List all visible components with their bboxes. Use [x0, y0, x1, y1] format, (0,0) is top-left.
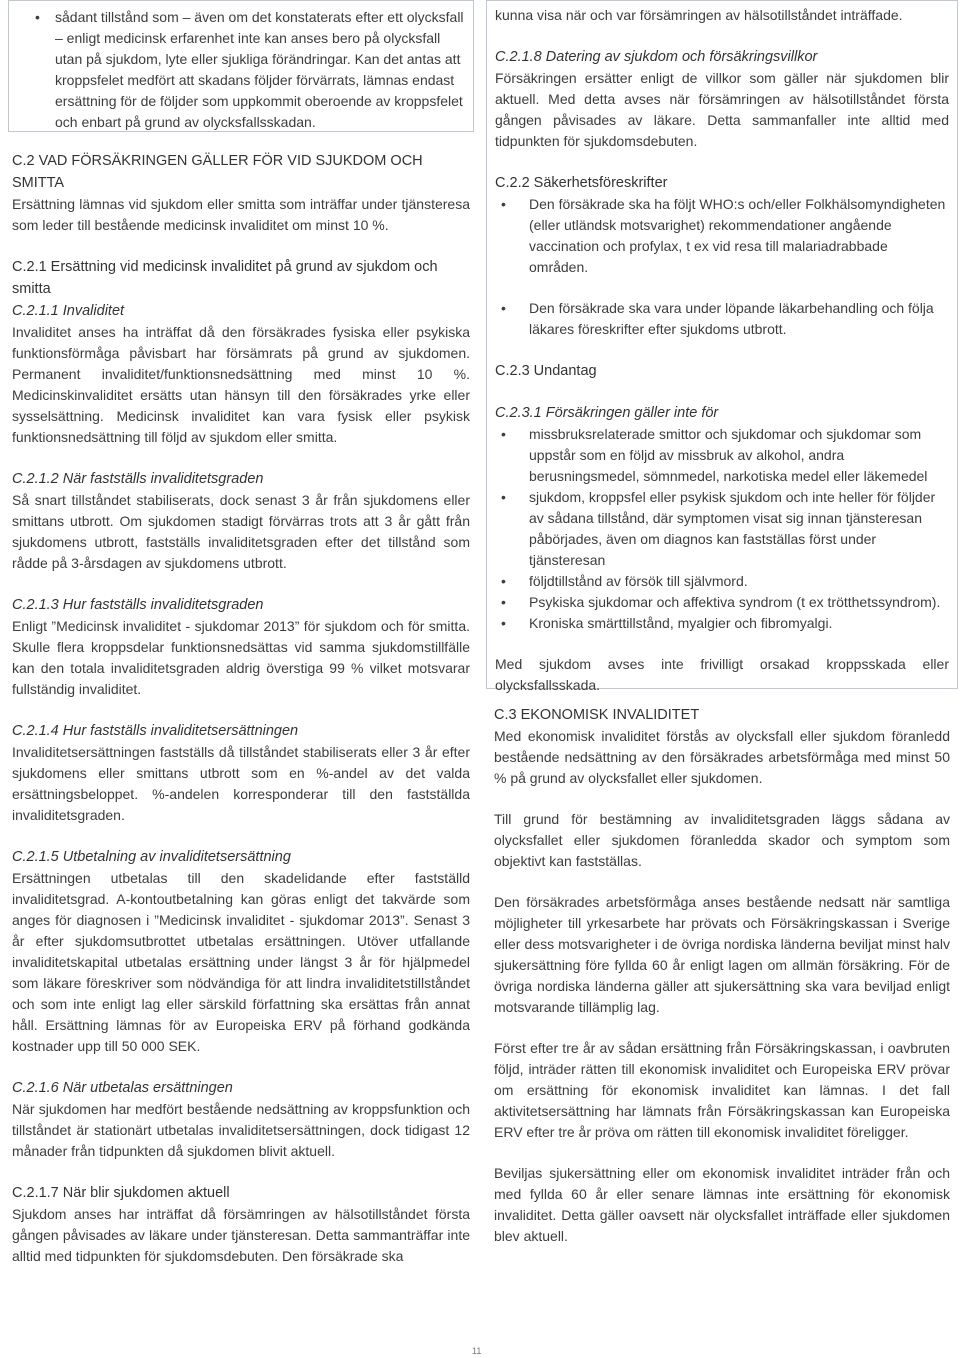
list-item: • Den försäkrade ska ha följt WHO:s och/eller Folkhälsomyndigheten (eller utländsk motsvarighet) rekommendationer angående vaccination och profylax, t ex vid resa till malariadrabbade områden. — [495, 194, 949, 278]
section-body-c3-p1: Med ekonomisk invaliditet förstås av olycksfall eller sjukdom föranledd bestående nedsättning av den försäkrades arbetsförmåga med minst 50 % på grund av olycksfallet eller sjukdomen. — [494, 728, 950, 786]
section-title-c2115: C.2.1.5 Utbetalning av invaliditetsersättning — [12, 849, 291, 865]
section-title-c2: C.2 VAD FÖRSÄKRINGEN GÄLLER FÖR VID SJUKDOM OCH SMITTA — [12, 153, 423, 191]
section-body-c2118: Försäkringen ersätter enligt de villkor som gäller när sjukdomen blir aktuell. Med detta avses när försämringen av hälsotillståndet första gången påvisades av läkare. Detta sammanfaller inte alltid med tidpunkten för sjukdomsdebuten. — [495, 70, 949, 149]
section-title-c222: C.2.2 Säkerhetsföreskrifter — [495, 175, 668, 191]
left-column — [12, 150, 470, 1267]
section-title-c2113: C.2.1.3 Hur fastställs invaliditetsgraden — [12, 597, 264, 613]
list-item: • Psykiska sjukdomar och affektiva syndrom (t ex trötthetssyndrom). — [495, 592, 949, 613]
section-body-c2117: Sjukdom anses har inträffat då försämringen av hälsotillståndet första gången påvisades av läkare under tjänsteresan. Detta sammanträffar inte alltid med tidpunkten för sjukdomsdebuten. Den försäkrade ska — [12, 1206, 470, 1264]
section-title-c2112: C.2.1.2 När fastställs invaliditetsgraden — [12, 471, 264, 487]
section-body-c3-p4: Först efter tre år av sådan ersättning från Försäkringskassan, i oavbruten följd, inträder rätten till ekonomisk invaliditet och Europeiska ERV prövar om ersättning för ekonomisk invaliditet kan lämnas. I det fall aktivitetsersättning har lämnats från Försäkringskassan kan Europeiska ERV efter tre år pröva om rätten till ekonomisk invaliditet föreligger. — [494, 1040, 950, 1140]
section-body-c3-p5: Beviljas sjukersättning eller om ekonomisk invaliditet inträder från och med fyllda 60 år eller senare lämnas inte ersättning för ekonomisk invaliditet. Detta gäller oavsett när olycksfallet inträffade eller sjukdomen blev aktuell. — [494, 1165, 950, 1244]
section-title-c2116: C.2.1.6 När utbetalas ersättningen — [12, 1080, 233, 1096]
section-title-c223: C.2.3 Undantag — [495, 363, 597, 379]
section-body-c2115: Ersättningen utbetalas till den skadelidande efter fastställd invaliditetsgrad. A-kontoutbetalning kan göras enligt det takvärde som anges för diagnosen i ”Medicinsk invaliditet - sjukdomar 2013”. Senast 3 år efter sjukdomsutbrottet utbetalas ersättningen. Utöver utfallande invaliditetskapital utbetalas ersättning under längst 3 år för hjälpmedel som läkare föreskriver som nödvändiga för att lindra invaliditetstillståndet och som inte enligt lag eller särskild författning ska ersättas från annat håll. Ersättning lämnas för av Europeiska ERV på förhand godkända kostnader upp till 50 000 SEK. — [12, 870, 470, 1054]
section-title-c2117: C.2.1.7 När blir sjukdomen aktuell — [12, 1185, 230, 1201]
section-title-c3: C.3 EKONOMISK INVALIDITET — [494, 707, 700, 723]
list-item: • sjukdom, kroppsfel eller psykisk sjukdom och inte heller för följder av sådana tillstånd, där symptomen visat sig innan tjänsteresan påbörjades, även om diagnos kan fastställas först under tjänsteresan — [495, 487, 949, 571]
section-body-c211: Invaliditet anses ha inträffat då den försäkrades fysiska eller psykiska funktionsförmåga påvisbart har försämrats på grund av sjukdomen. Permanent invaliditet/funktionsnedsättning med minst 10 %. Medicinskinvaliditet ersätts utan hänsyn till den försäkrades yrke eller sysselsättning. Medicinsk invaliditet kan vara fysisk eller psykisk funktionsnedsättning till följd av sjukdom eller smitta. — [12, 324, 470, 445]
list-item: • sådant tillstånd som – även om det konstaterats efter ett olycksfall – enligt medicinsk erfarenhet inte kan anses bero på olycksfall utan på sjukdom, lyte eller sjukliga förändringar. Kan det antas att kroppsfelet medfört att skadans följder förvärrats, lämnas endast ersättning för de följder som uppkommit oberoende av kroppsfelet och enbart på grund av olycksfallsskadan. — [29, 7, 465, 133]
section-title-c211: C.2.1.1 Invaliditet — [12, 303, 125, 319]
closing-note: Med sjukdom avses inte frivilligt orsakad kroppsskada eller olycksfallsskada. — [495, 656, 949, 693]
right-box — [486, 0, 958, 693]
section-body-c2112: Så snart tillståndet stabiliserats, dock senast 3 år från sjukdomens eller smittans utbrott. Om sjukdomen stadigt förvärras trots att 3 år gått från sjukdomens utbrott, fastställs invaliditetsgraden efter det tillstånd som rådde på 3-årsdagen av sjukdomens utbrott. — [12, 492, 470, 571]
section-title-c21: C.2.1 Ersättning vid medicinsk invaliditet på grund av sjukdom och smitta — [12, 259, 438, 297]
right-column — [494, 704, 950, 1247]
section-body-c2114: Invaliditetsersättningen fastställs då tillståndet stabiliserats eller 3 år efter sjukdomens eller smittans utbrott som en %-andel av det valda ersättningsbeloppet. %-andelen korresponderar till den fastställda invaliditetsgraden. — [12, 744, 470, 823]
section-title-c2231: C.2.3.1 Försäkringen gäller inte för — [495, 405, 719, 421]
list-item: • Kroniska smärttillstånd, myalgier och fibromyalgi. — [495, 613, 949, 634]
page-number: 11 — [472, 1346, 482, 1356]
section-title-c2114: C.2.1.4 Hur fastställs invaliditetsersättningen — [12, 723, 299, 739]
continuation-text: kunna visa när och var försämringen av hälsotillståndet inträffade. — [495, 7, 903, 23]
section-body-c2113: Enligt ”Medicinsk invaliditet - sjukdomar 2013” för sjukdom och för smitta. Skulle flera kroppsdelar funktionsnedsättas vid samma sjukdomstillfälle kan den totala invaliditetsgraden aldrig överstiga 99 % vilket motsvarar fullständig invaliditet. — [12, 618, 470, 697]
list-item: • följdtillstånd av försök till självmord. — [495, 571, 949, 592]
section-body-c2116: När sjukdomen har medfört bestående nedsättning av kroppsfunktion och tillståndet är stationärt utbetalas invaliditetsersättningen, dock tidigast 12 månader från tidpunkten då sjukdomen blivit aktuell. — [12, 1101, 470, 1159]
list-item: • Den försäkrade ska vara under löpande läkarbehandling och följa läkares föreskrifter efter sjukdoms utbrott. — [495, 298, 949, 340]
top-left-box — [8, 0, 474, 132]
section-body-c2: Ersättning lämnas vid sjukdom eller smitta som inträffar under tjänsteresa som leder till bestående medicinsk invaliditet om minst 10 %. — [12, 196, 470, 233]
section-title-c2118: C.2.1.8 Datering av sjukdom och försäkringsvillkor — [495, 49, 818, 65]
list-item: • missbruksrelaterade smittor och sjukdomar och sjukdomar som uppstår som en följd av missbruk av alkohol, andra berusningsmedel, sömnmedel, narkotiska medel eller läkemedel — [495, 424, 949, 487]
section-body-c3-p2: Till grund för bestämning av invaliditetsgraden läggs sådana av olycksfallet eller sjukdomen föranledda skador och symptom som objektivt kan fastställas. — [494, 811, 950, 869]
section-body-c3-p3: Den försäkrades arbetsförmåga anses bestående nedsatt när samtliga möjligheter till yrkesarbete har prövats och Försäkringskassan i Sverige eller dess motsvarigheter i de övriga nordiska länderna beviljat minst halv sjukersättning före fyllda 60 år enligt lagen om allmän försäkring. För de övriga nordiska länderna gäller att sjukersättning ska vara beviljad enligt motsvarande tillämplig lag. — [494, 894, 950, 1015]
